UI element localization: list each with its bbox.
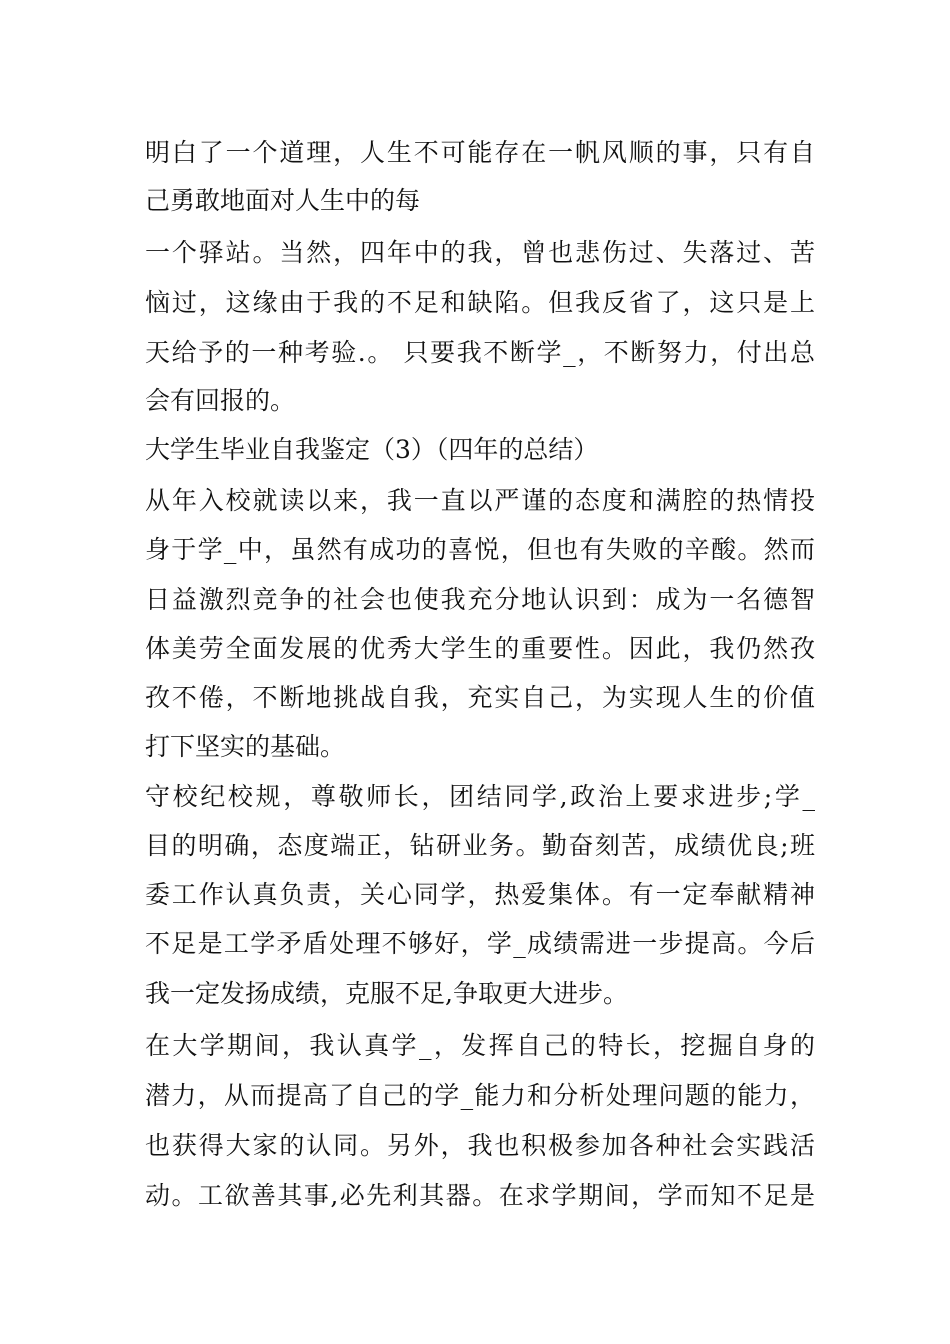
text-line-22: 动。工欲善其事,必先利其器。在求学期间，学而知不足是 xyxy=(145,1181,815,1210)
text-line-21: 也获得大家的认同。另外，我也积极参加各种社会实践活 xyxy=(145,1131,815,1160)
text-line-6: 会有回报的。 xyxy=(145,386,296,415)
text-line-3: 一个驿站。当然，四年中的我，曾也悲伤过、失落过、苦 xyxy=(145,238,815,267)
text-line-10: 日益激烈竞争的社会也使我充分地认识到：成为一名德智 xyxy=(145,585,815,614)
text-line-15: 目的明确，态度端正，钻研业务。勤奋刻苦，成绩优良;班 xyxy=(145,831,815,860)
text-line-17: 不足是工学矛盾处理不够好，学_成绩需进一步提高。今后 xyxy=(145,929,815,958)
text-line-11: 体美劳全面发展的优秀大学生的重要性。因此，我仍然孜 xyxy=(145,634,815,663)
section-heading: 大学生毕业自我鉴定（3）（四年的总结） xyxy=(145,435,599,464)
text-line-4: 恼过，这缘由于我的不足和缺陷。但我反省了，这只是上 xyxy=(145,288,815,317)
text-line-18: 我一定发扬成绩，克服不足,争取更大进步。 xyxy=(145,979,628,1008)
text-line-8: 从年入校就读以来，我一直以严谨的态度和满腔的热情投 xyxy=(145,486,815,515)
text-line-13: 打下坚实的基础。 xyxy=(145,732,346,761)
text-line-2: 己勇敢地面对人生中的每 xyxy=(145,186,421,215)
text-line-16: 委工作认真负责，关心同学，热爱集体。有一定奉献精神 xyxy=(145,880,815,909)
text-line-5: 天给予的一种考验.。 只要我不断学_，不断努力，付出总 xyxy=(145,338,815,367)
text-line-1: 明白了一个道理，人生不可能存在一帆风顺的事，只有自 xyxy=(145,138,815,167)
text-line-14: 守校纪校规，尊敬师长，团结同学,政治上要求进步;学_ xyxy=(145,782,815,811)
text-line-20: 潜力，从而提高了自己的学_能力和分析处理问题的能力， xyxy=(145,1081,815,1110)
text-line-19: 在大学期间，我认真学_，发挥自己的特长，挖掘自身的 xyxy=(145,1031,815,1060)
text-line-12: 孜不倦，不断地挑战自我，充实自己，为实现人生的价值 xyxy=(145,683,815,712)
text-line-9: 身于学_中，虽然有成功的喜悦，但也有失败的辛酸。然而 xyxy=(145,535,815,564)
